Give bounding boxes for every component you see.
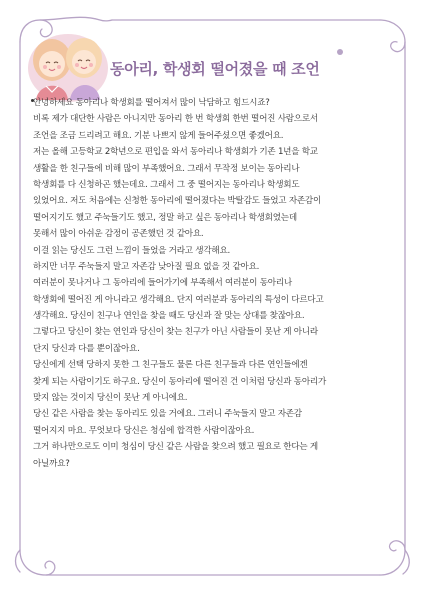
body-line: 떨어지기도 했고 주눅들기도 했고, 정말 하고 싶은 동아리나 학생회였는데	[33, 212, 297, 223]
body-line: 하지만 너무 주눅들지 말고 자존감 낮아질 필요 없을 것 같아요.	[33, 261, 260, 272]
flourish-top-right	[380, 20, 405, 52]
flourish-top-left	[20, 20, 52, 42]
body-line: 찾게 되는 사람이기도 하구요. 당신이 동아리에 떨어진 건 이처럼 당신과 동아리가	[33, 376, 327, 387]
body-line: 당신 같은 사람을 찾는 동아리도 있을 거에요. 그러니 주눅들지 말고 자존감	[33, 409, 302, 420]
body-line: 이걸 읽는 당신도 그런 느낌이 들었을 거라고 생각해요.	[33, 245, 230, 256]
body-line: 아닐까요?	[33, 458, 70, 469]
body-line: 조언을 조금 드리려고 해요. 기분 나쁘지 않게 들어주셨으면 좋겠어요.	[33, 130, 284, 141]
body-line: 저는 올해 고등학교 2학년으로 편입을 와서 동아리나 학생회가 기존 1년을 학교	[33, 147, 318, 158]
body-line: 여러분이 못나거나 그 동아리에 들어가기에 부족해서 여러분이 동아리나	[33, 278, 292, 289]
body-line: 그렇다고 당신이 찾는 연인과 당신이 찾는 친구가 아닌 사람들이 못난 게 아니라	[33, 327, 318, 338]
body-line: 학생회를 다 신청하곤 했는데요. 그래서 그 중 떨어지는 동아리나 학생회도	[33, 179, 300, 190]
page-title: 동아리, 학생회 떨어졌을 때 조언	[110, 60, 320, 78]
body-line: 단지 당신과 다를 뿐이잖아요.	[33, 343, 140, 354]
body-line: 생활을 한 친구들에 비해 많이 부족했어요. 그래서 무작정 보이는 동아리나	[33, 163, 300, 174]
body-line: 당신에게 선택 당하지 못한 그 친구들도 물론 다른 친구들과 다른 연인들에겐	[33, 360, 308, 371]
body-line: 학생회에 떨어진 게 아니라고 생각해요. 단지 여러분과 동아리의 특성이 다르다고	[33, 294, 324, 305]
body-line: 생각해요. 당신이 친구나 연인을 찾을 때도 당신과 잘 맞는 상대를 찾잖아요.	[33, 311, 305, 322]
body-line: 맞지 않는 것이지 당신이 못난 게 아니에요.	[33, 393, 188, 404]
body-line: 안녕하세요 동아리나 학생회를 떨어져서 많이 낙담하고 힘드시죠?	[33, 98, 270, 108]
body-line: 못해서 많이 아쉬운 감정이 공존했던 것 같아요.	[33, 229, 204, 240]
two-smiling-girls-illustration	[28, 34, 108, 102]
flourish-bottom-left	[20, 550, 55, 575]
body-line: 그거 하나만으로도 이미 청심이 당신 같은 사람을 찾으려 했고 필요로 한다는 게	[33, 442, 318, 453]
body-text	[33, 95, 401, 472]
flourish-bottom-right	[380, 541, 405, 575]
body-line: 떨어지지 마요. 무엇보다 당신은 청심에 합격한 사람이잖아요.	[33, 425, 255, 436]
body-line: 있었어요. 저도 처음에는 신청한 동아리에 떨어졌다는 박탈감도 들었고 자존감이	[33, 196, 322, 207]
body-line: 비록 제가 대단한 사람은 아니지만 동아리 한 번 학생회 한번 떨어진 사람으로서	[33, 114, 318, 125]
